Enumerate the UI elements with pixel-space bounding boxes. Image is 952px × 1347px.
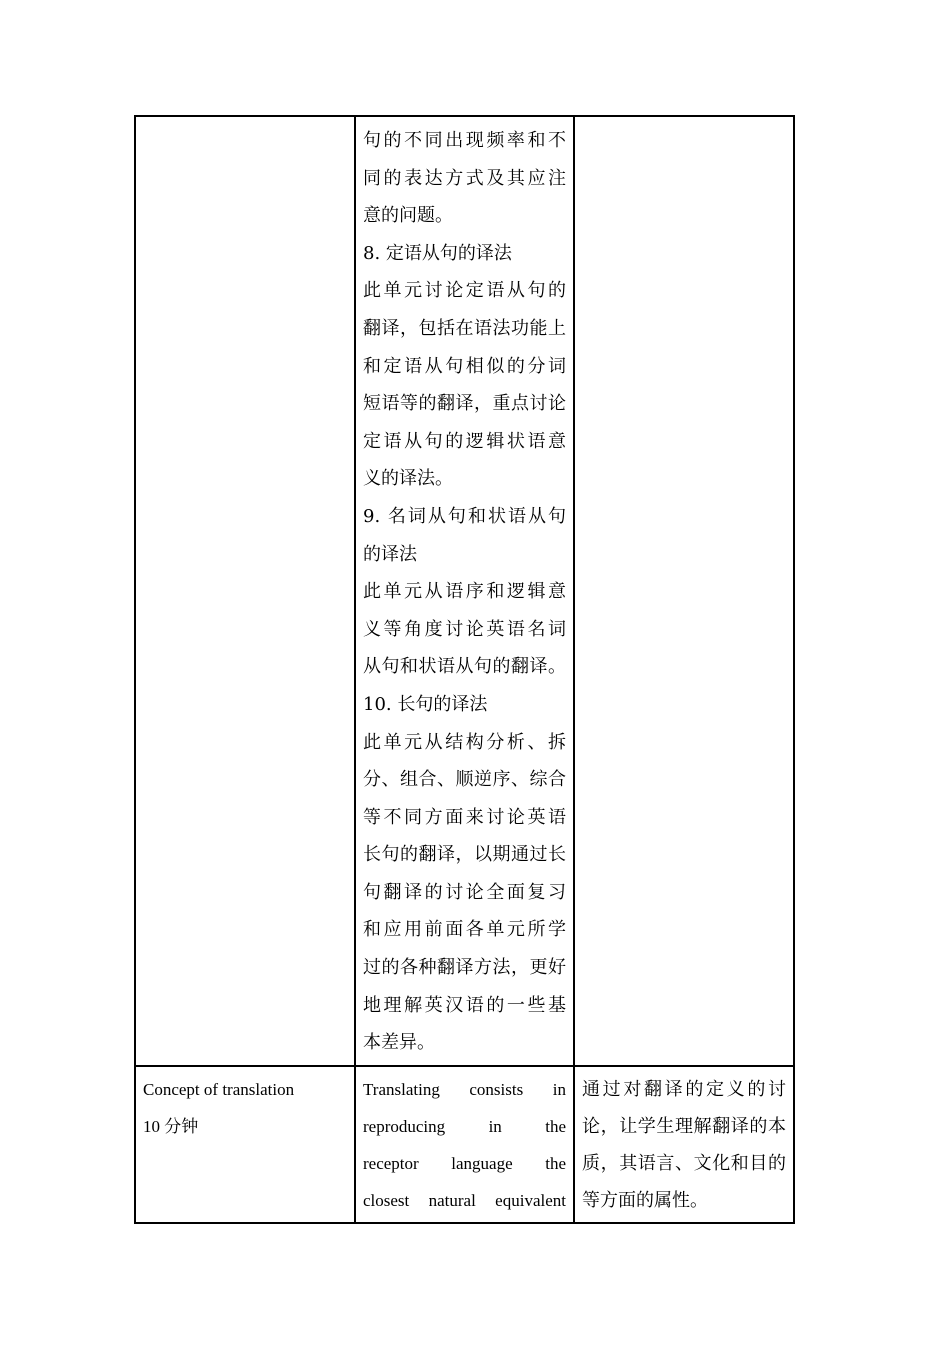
text-line: 此单元讨论定语从句的 [363,280,566,302]
text-line: 的译法 [363,543,417,565]
text-line: closest natural equivalent [363,1190,566,1210]
unit-heading: 8. 定语从句的译法 [363,242,512,264]
topic-title: Concept of translation [143,1079,295,1099]
row1-col1-cell [135,116,355,1066]
row2-col3-cell [574,1066,794,1223]
text-line: 定语从句的逻辑状语意 [363,430,566,452]
text-line: 此单元从结构分析、拆 [363,731,566,753]
text-line: 同的表达方式及其应注 [363,167,566,189]
text-line: 通过对翻译的定义的讨 [582,1078,786,1100]
text-line: 长句的翻译，以期通过长 [363,844,566,866]
text-line: 和定语从句相似的分词 [363,355,566,377]
row1-col2-cell [355,116,574,1066]
topic-duration: 10 分钟 [143,1116,199,1136]
row2-col1-cell [135,1066,355,1223]
text-line: 分、组合、顺逆序、综合 [363,769,566,791]
text-line: 等方面的属性。 [582,1189,708,1211]
text-line: 从句和状语从句的翻译。 [363,656,566,678]
text-line: 质，其语言、文化和目的 [582,1152,786,1174]
table-row [135,1066,794,1223]
text-line: reproducing in the [363,1116,566,1136]
unit-heading: 10. 长句的译法 [363,693,488,715]
row1-col3-cell [574,116,794,1066]
text-line: 过的各种翻译方法，更好 [363,957,566,979]
text-line: 此单元从语序和逻辑意 [363,581,566,603]
text-line: receptor language the [363,1153,566,1173]
text-line: 翻译，包括在语法功能上 [363,317,566,339]
text-line: 论，让学生理解翻译的本 [582,1115,786,1137]
unit-heading: 9. 名词从句和状语从句 [363,505,566,527]
syllabus-table [134,115,795,1224]
text-line: 本差异。 [363,1032,435,1054]
text-line: 句翻译的讨论全面复习 [363,881,566,903]
text-line: 义的译法。 [363,468,453,490]
text-line: 地理解英汉语的一些基 [363,994,566,1016]
row2-col2-cell [355,1066,574,1223]
text-line: 和应用前面各单元所学 [363,919,566,941]
text-line: Translating consists in [363,1079,566,1099]
text-line: 句的不同出现频率和不 [363,130,566,151]
text-line: 义等角度讨论英语名词 [363,618,566,640]
text-line: 等不同方面来讨论英语 [363,806,566,828]
text-line: 短语等的翻译，重点讨论 [363,393,566,415]
text-line: 意的问题。 [363,205,453,227]
table-row [135,116,794,1066]
